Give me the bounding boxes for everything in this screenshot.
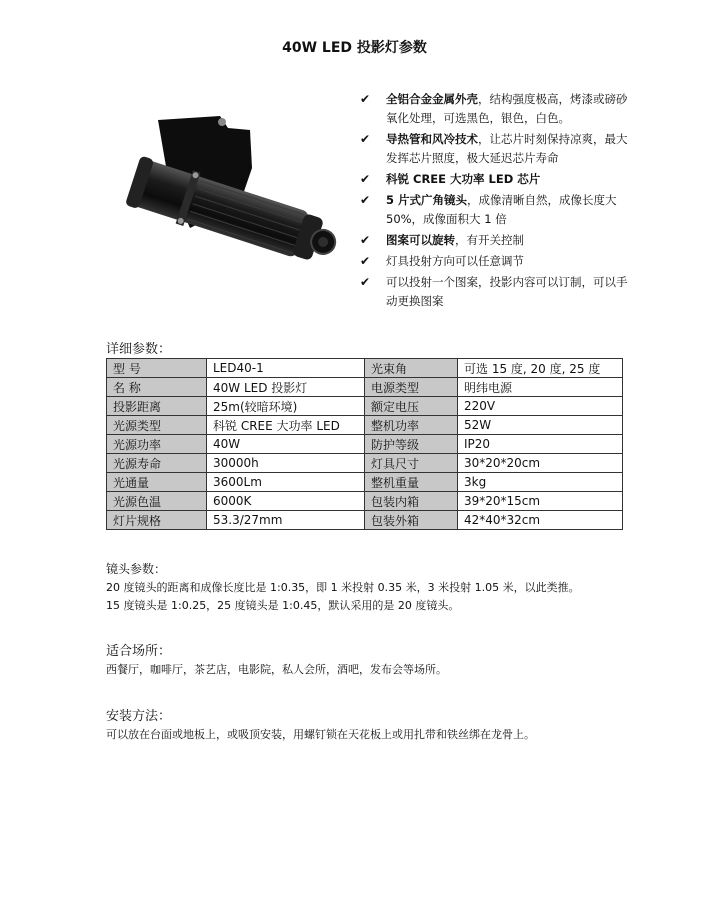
feature-item: ✔ 导热管和风冷技术，让芯片时刻保持凉爽，最大发挥芯片照度，极大延迟芯片寿命 [360, 132, 628, 165]
table-row [107, 435, 623, 454]
install-text: 可以放在台面或地板上，或吸顶安装，用螺钉锁在天花板上或用扎带和铁丝绑在龙骨上。 [106, 728, 535, 741]
param-label: 光通量 [107, 473, 207, 492]
param-value: 52W [458, 416, 623, 435]
lens-params-line-2: 15 度镜头是 1:0.25，25 度镜头是 1:0.45，默认采用的是 20 度镜头。 [106, 599, 460, 612]
param-value: 6000K [207, 492, 365, 511]
param-label: 包装内箱 [365, 492, 458, 511]
param-value: 220V [458, 397, 623, 416]
feature-item: ✔ 灯具投射方向可以任意调节 [360, 252, 630, 271]
param-value: 30*20*20cm [458, 454, 623, 473]
param-value: 3kg [458, 473, 623, 492]
page-title: 40W LED 投影灯参数 [282, 40, 427, 56]
param-value: 科锐 CREE 大功率 LED [207, 416, 365, 435]
table-row [107, 492, 623, 511]
param-value: 42*40*32cm [458, 511, 623, 530]
table-row [107, 378, 623, 397]
param-value: LED40-1 [207, 359, 365, 378]
param-label: 光束角 [365, 359, 458, 378]
install-label: 安装方法： [106, 709, 172, 724]
feature-item: ✔ 科锐 CREE 大功率 LED 芯片 [360, 170, 630, 189]
param-value: 53.3/27mm [207, 511, 365, 530]
lens-params-line-1: 20 度镜头的距离和成像长度比是 1:0.35，即 1 米投射 0.35 米，3 米投射 1.05 米，以此类推。 [106, 581, 580, 594]
detail-params-label: 详细参数： [106, 342, 172, 357]
param-label: 包装外箱 [365, 511, 458, 530]
param-value: 39*20*15cm [458, 492, 623, 511]
feature-item: ✔ 5 片式广角镜头，成像清晰自然，成像长度大 50%，成像面积大 1 倍 [360, 193, 617, 226]
params-table [106, 358, 623, 530]
lens-params-label: 镜头参数： [106, 562, 167, 576]
table-row [107, 454, 623, 473]
feature-item: ✔ 全铝合金金属外壳，结构强度极高，烤漆或磅砂氧化处理，可选黑色，银色，白色。 [360, 92, 628, 125]
param-value: IP20 [458, 435, 623, 454]
table-row [107, 359, 623, 378]
table-row [107, 397, 623, 416]
checkmark-icon: ✔ [360, 172, 371, 186]
param-value: 30000h [207, 454, 365, 473]
feature-list [360, 90, 630, 313]
param-label: 光源色温 [107, 492, 207, 511]
checkmark-icon: ✔ [360, 92, 371, 106]
param-value: 25m(较暗环境) [207, 397, 365, 416]
checkmark-icon: ✔ [360, 275, 371, 289]
param-value: 40W [207, 435, 365, 454]
param-label: 额定电压 [365, 397, 458, 416]
checkmark-icon: ✔ [360, 193, 371, 207]
table-row [107, 473, 623, 492]
param-label: 整机功率 [365, 416, 458, 435]
param-label: 电源类型 [365, 378, 458, 397]
table-row [107, 416, 623, 435]
param-label: 投影距离 [107, 397, 207, 416]
param-label: 名 称 [107, 378, 207, 397]
checkmark-icon: ✔ [360, 132, 371, 146]
param-label: 光源功率 [107, 435, 207, 454]
feature-item: ✔ 图案可以旋转，有开关控制 [360, 231, 630, 250]
param-label: 光源类型 [107, 416, 207, 435]
feature-item: ✔ 可以投射一个图案，投影内容可以订制，可以手动更换图案 [360, 275, 628, 308]
table-row [107, 511, 623, 530]
venues-label: 适合场所： [106, 644, 172, 659]
checkmark-icon: ✔ [360, 233, 371, 247]
param-label: 防护等级 [365, 435, 458, 454]
param-value: 可选 15 度, 20 度, 25 度 [458, 359, 623, 378]
param-label: 光源寿命 [107, 454, 207, 473]
param-label: 整机重量 [365, 473, 458, 492]
param-value: 40W LED 投影灯 [207, 378, 365, 397]
checkmark-icon: ✔ [360, 254, 371, 268]
venues-text: 西餐厅，咖啡厅，茶艺店，电影院，私人会所，酒吧，发布会等场所。 [106, 663, 447, 676]
param-label: 型 号 [107, 359, 207, 378]
param-label: 灯片规格 [107, 511, 207, 530]
param-value: 3600Lm [207, 473, 365, 492]
projector-product-image [120, 108, 340, 288]
param-value: 明纬电源 [458, 378, 623, 397]
param-label: 灯具尺寸 [365, 454, 458, 473]
